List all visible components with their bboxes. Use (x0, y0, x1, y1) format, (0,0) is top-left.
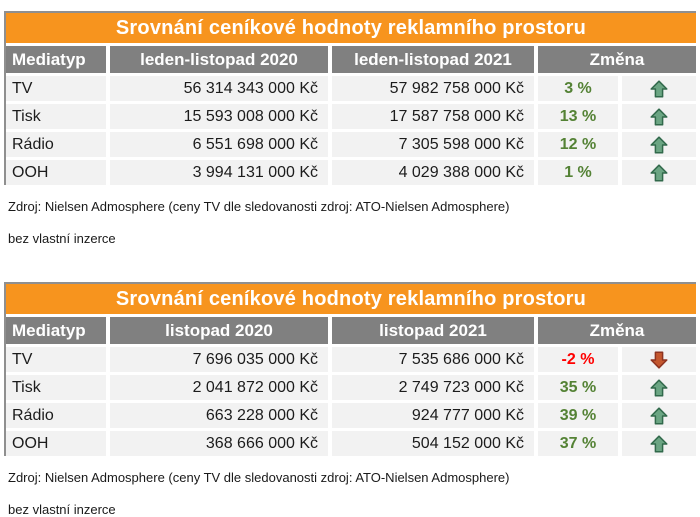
value-period1-cell: 15 593 008 000 Kč (110, 104, 328, 129)
trend-up-arrow-icon (650, 407, 668, 425)
trend-arrow-cell (622, 375, 696, 400)
mediatype-cell: Tisk (6, 375, 106, 400)
value-period1-cell: 6 551 698 000 Kč (110, 132, 328, 157)
trend-down-arrow-icon (650, 351, 668, 369)
value-period1-cell: 3 994 131 000 Kč (110, 160, 328, 185)
value-period1-cell: 663 228 000 Kč (110, 403, 328, 428)
column-header-period2: leden-listopad 2021 (332, 46, 534, 73)
trend-up-arrow-icon (650, 435, 668, 453)
column-header-change: Změna (538, 317, 696, 344)
source-note: Zdroj: Nielsen Admosphere (ceny TV dle sledovanosti zdroj: ATO-Nielsen Admosphere) (8, 199, 510, 214)
column-header-period1: leden-listopad 2020 (110, 46, 328, 73)
column-header-mediatype: Mediatyp (6, 46, 106, 73)
mediatype-cell: TV (6, 76, 106, 101)
value-period1-cell: 56 314 343 000 Kč (110, 76, 328, 101)
mediatype-cell: OOH (6, 160, 106, 185)
change-percent-cell: 1 % (538, 160, 618, 185)
value-period2-cell: 2 749 723 000 Kč (332, 375, 534, 400)
trend-arrow-cell (622, 160, 696, 185)
footnote: bez vlastní inzerce (8, 502, 116, 517)
mediatype-cell: Rádio (6, 403, 106, 428)
change-percent-cell: -2 % (538, 347, 618, 372)
column-header-period2: listopad 2021 (332, 317, 534, 344)
column-header-mediatype: Mediatyp (6, 317, 106, 344)
change-percent-cell: 12 % (538, 132, 618, 157)
trend-arrow-cell (622, 403, 696, 428)
value-period1-cell: 7 696 035 000 Kč (110, 347, 328, 372)
trend-up-arrow-icon (650, 136, 668, 154)
value-period1-cell: 368 666 000 Kč (110, 431, 328, 456)
value-period2-cell: 504 152 000 Kč (332, 431, 534, 456)
trend-arrow-cell (622, 76, 696, 101)
trend-arrow-cell (622, 347, 696, 372)
change-percent-cell: 3 % (538, 76, 618, 101)
change-percent-cell: 39 % (538, 403, 618, 428)
table-title: Srovnání ceníkové hodnoty reklamního prostoru (6, 284, 696, 314)
mediatype-cell: Tisk (6, 104, 106, 129)
change-percent-cell: 13 % (538, 104, 618, 129)
value-period2-cell: 17 587 758 000 Kč (332, 104, 534, 129)
change-percent-cell: 35 % (538, 375, 618, 400)
mediatype-cell: TV (6, 347, 106, 372)
column-header-period1: listopad 2020 (110, 317, 328, 344)
value-period2-cell: 7 535 686 000 Kč (332, 347, 534, 372)
trend-arrow-cell (622, 132, 696, 157)
comparison-table-month (4, 282, 696, 456)
value-period1-cell: 2 041 872 000 Kč (110, 375, 328, 400)
trend-arrow-cell (622, 431, 696, 456)
trend-up-arrow-icon (650, 379, 668, 397)
value-period2-cell: 57 982 758 000 Kč (332, 76, 534, 101)
trend-up-arrow-icon (650, 108, 668, 126)
value-period2-cell: 924 777 000 Kč (332, 403, 534, 428)
column-header-change: Změna (538, 46, 696, 73)
table-grid (6, 46, 696, 185)
footnote: bez vlastní inzerce (8, 231, 116, 246)
mediatype-cell: Rádio (6, 132, 106, 157)
table-grid (6, 317, 696, 456)
trend-arrow-cell (622, 104, 696, 129)
source-note: Zdroj: Nielsen Admosphere (ceny TV dle sledovanosti zdroj: ATO-Nielsen Admosphere) (8, 470, 510, 485)
value-period2-cell: 4 029 388 000 Kč (332, 160, 534, 185)
mediatype-cell: OOH (6, 431, 106, 456)
value-period2-cell: 7 305 598 000 Kč (332, 132, 534, 157)
trend-up-arrow-icon (650, 164, 668, 182)
comparison-table-ytd (4, 11, 696, 185)
change-percent-cell: 37 % (538, 431, 618, 456)
trend-up-arrow-icon (650, 80, 668, 98)
table-title: Srovnání ceníkové hodnoty reklamního prostoru (6, 13, 696, 43)
